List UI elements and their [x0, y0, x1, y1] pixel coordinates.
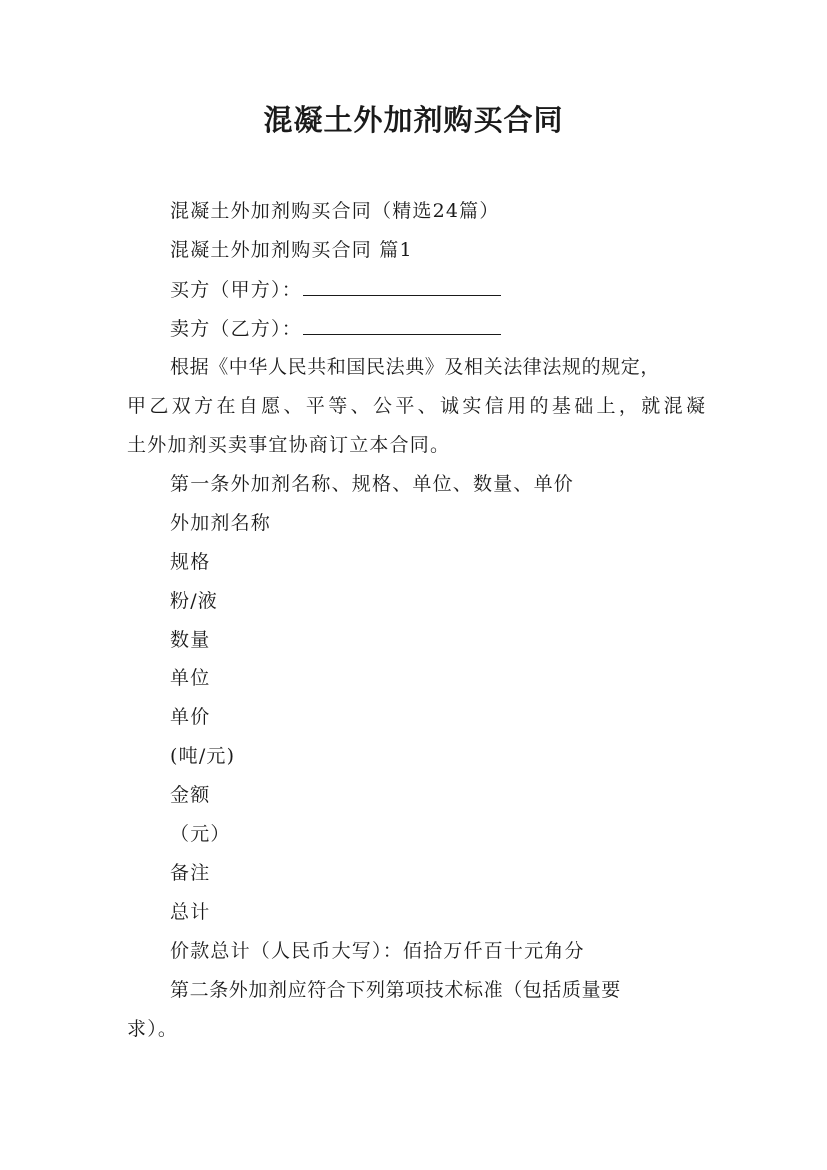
table-field-label: 数量	[170, 629, 211, 651]
seller-line	[170, 314, 501, 343]
clause-heading: 第一条外加剂名称、规格、单位、数量、单价	[170, 473, 575, 495]
table-field-label: (吨/元)	[170, 745, 236, 767]
table-field-label: 规格	[170, 551, 211, 573]
seller-label: 卖方（乙方）：	[170, 318, 302, 340]
table-field-label: 备注	[170, 862, 211, 884]
table-field-label: 外加剂名称	[170, 512, 272, 534]
table-field-label: 金额	[170, 784, 211, 806]
table-field-label: （元）	[170, 823, 231, 845]
table-field-label: 总计	[170, 901, 211, 923]
buyer-line	[170, 275, 501, 304]
paragraph-line: 甲乙双方在自愿、平等、公平、诚实信用的基础上，就混凝	[127, 395, 705, 417]
table-field-label: 粉/液	[170, 590, 219, 612]
table-field-label: 单价	[170, 706, 211, 728]
table-field-label: 单位	[170, 667, 211, 689]
paragraph-line: 根据《中华人民共和国民法典》及相关法律法规的规定，	[170, 356, 661, 378]
clause-heading: 第二条外加剂应符合下列第项技术标准（包括质量要	[170, 979, 621, 1001]
section-heading: 混凝土外加剂购买合同 篇1	[170, 239, 413, 261]
seller-blank-field	[303, 314, 501, 335]
total-amount-line: 价款总计（人民币大写）：佰拾万仟百十元角分	[170, 940, 585, 962]
document-title: 混凝土外加剂购买合同	[263, 103, 564, 137]
buyer-blank-field	[303, 275, 501, 296]
paragraph-line: 土外加剂买卖事宜协商订立本合同。	[127, 434, 451, 456]
paragraph-line: 求）。	[127, 1018, 179, 1040]
buyer-label: 买方（甲方）：	[170, 279, 302, 301]
document-subtitle: 混凝土外加剂购买合同（精选24篇）	[170, 200, 500, 222]
